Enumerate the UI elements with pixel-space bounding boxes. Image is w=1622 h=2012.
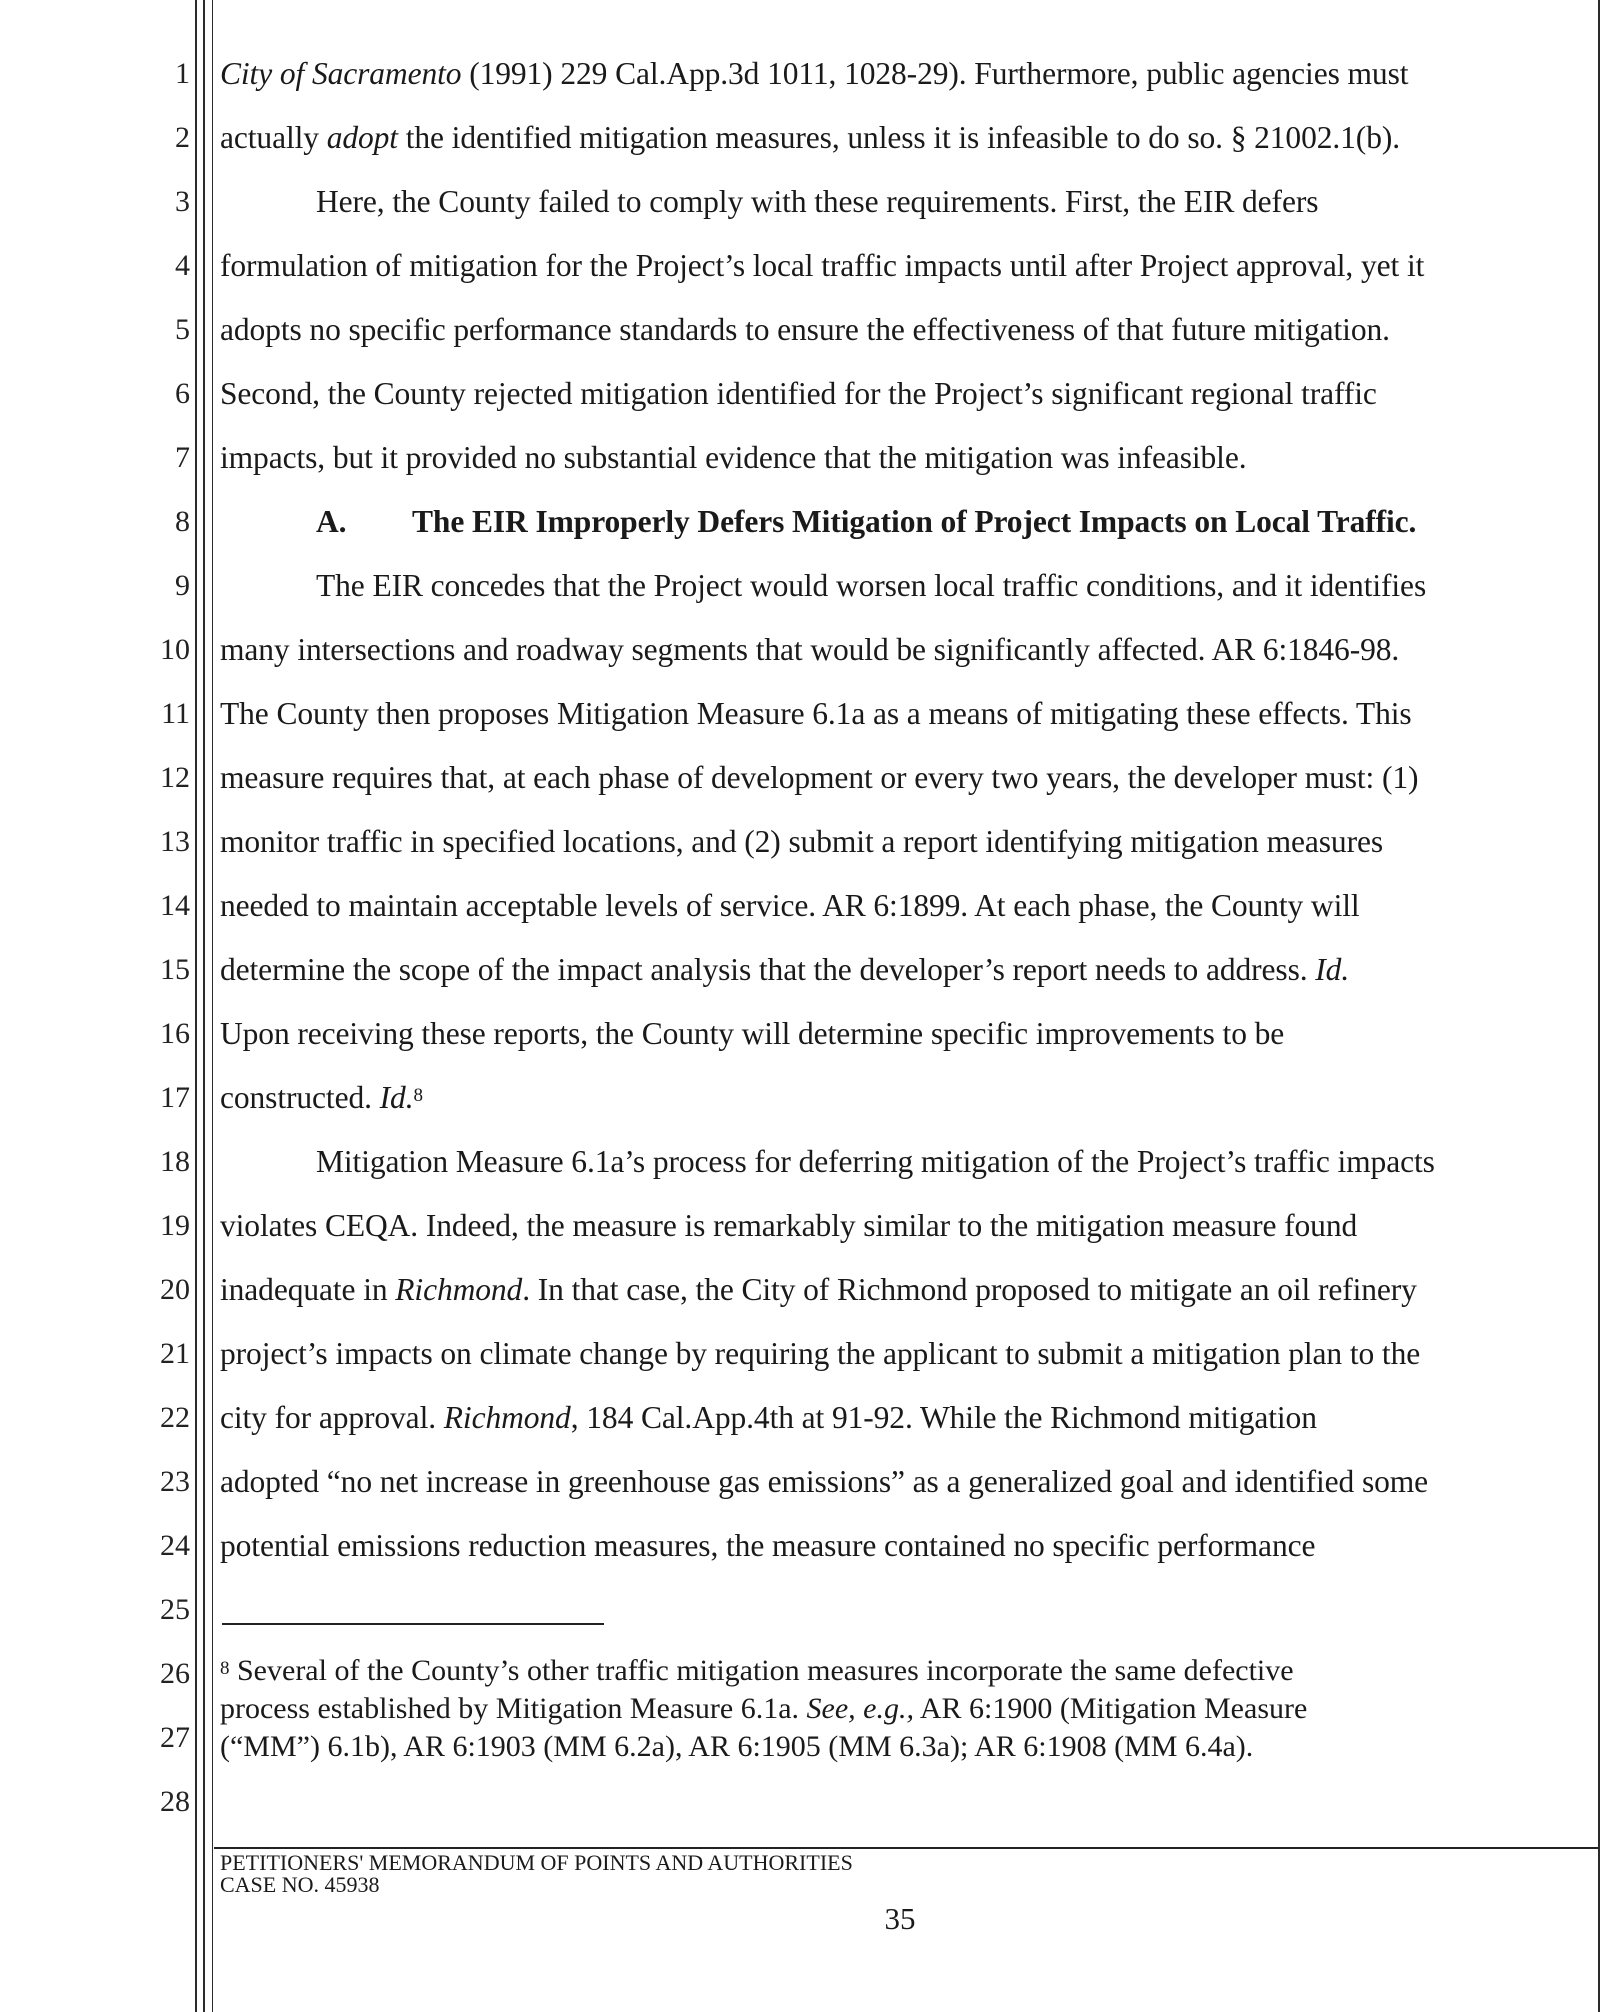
footer-title: PETITIONERS' MEMORANDUM OF POINTS AND AUTHORITIES [220,1850,853,1875]
line-number: 8 [175,505,190,538]
line-number: 25 [160,1593,190,1626]
line-number: 24 [160,1529,190,1562]
text-line: measure requires that, at each phase of development or every two years, the developer must: (1) [220,760,1419,795]
text-line: formulation of mitigation for the Project’s local traffic impacts until after Project approval, yet it [220,248,1425,283]
text-line: constructed. Id.$^8$ [220,1080,423,1115]
citation-id: Id. [379,1080,414,1115]
text-line: actually adopt the identified mitigation measures, unless it is infeasible to do so. § 21002.1(b). [220,120,1401,155]
text-line: The EIR concedes that the Project would worsen local traffic conditions, and it identifies [316,568,1427,603]
line-number: 20 [160,1273,190,1306]
text-line: determine the scope of the impact analysis that the developer’s report needs to address. Id. [220,952,1350,987]
line-number: 14 [160,889,190,922]
page-number: 35 [884,1901,916,1936]
line-number: 10 [160,633,190,666]
line-number: 13 [160,825,190,858]
signal-citation: See, e.g., [806,1692,914,1725]
text-line: violates CEQA. Indeed, the measure is remarkably similar to the mitigation measure found [220,1208,1358,1243]
section-title: The EIR Improperly Defers Mitigation of Project Impacts on Local Traffic. [412,504,1417,539]
text-line: potential emissions reduction measures, the measure contained no specific performance [220,1528,1316,1563]
text-line: Second, the County rejected mitigation identified for the Project’s significant regional traffic [220,376,1377,411]
line-number: 15 [160,953,190,986]
text-line: city for approval. Richmond, 184 Cal.App.4th at 91-92. While the Richmond mitigation [220,1400,1317,1435]
left-margin-rule [195,0,197,2012]
text-line: The County then proposes Mitigation Measure 6.1a as a means of mitigating these effects. This [220,696,1412,731]
text-line: needed to maintain acceptable levels of service. AR 6:1899. At each phase, the County will [220,888,1360,923]
footnote-line: process established by Mitigation Measure 6.1a. See, e.g., AR 6:1900 (Mitigation Measure [220,1692,1308,1725]
text-line: project’s impacts on climate change by requiring the applicant to submit a mitigation plan to the [220,1336,1421,1371]
line-number: 28 [160,1785,190,1818]
footnote-line: (“MM”) 6.1b), AR 6:1903 (MM 6.2a), AR 6:1905 (MM 6.3a); AR 6:1908 (MM 6.4a). [220,1730,1254,1763]
line-number: 21 [160,1337,190,1370]
citation-id: Id. [1315,952,1350,987]
text-line: Mitigation Measure 6.1a’s process for deferring mitigation of the Project’s traffic impacts [316,1144,1435,1179]
footnote-line: $^8$ Several of the County’s other traffic mitigation measures incorporate the same defective [220,1654,1294,1687]
footnote-number: 8 [220,1658,230,1679]
line-number: 16 [160,1017,190,1050]
line-number: 3 [175,185,190,218]
left-margin-rule-inner [203,0,205,2012]
line-number: 7 [175,441,190,474]
case-citation: Richmond [443,1400,571,1435]
line-number: 23 [160,1465,190,1498]
line-number: 12 [160,761,190,794]
line-number: 9 [175,569,190,602]
footnote-ref: 8 [413,1085,423,1106]
text-line: impacts, but it provided no substantial evidence that the mitigation was infeasible. [220,440,1247,475]
left-margin-rule-thin [212,0,213,2012]
section-heading [316,502,1622,542]
line-number: 17 [160,1081,190,1114]
text-line: many intersections and roadway segments that would be significantly affected. AR 6:1846-98. [220,632,1400,667]
emphasis: adopt [326,120,398,155]
right-margin-rule [1598,0,1600,2012]
line-number: 1 [175,57,190,90]
line-number: 26 [160,1657,190,1690]
line-number: 2 [175,121,190,154]
line-number: 5 [175,313,190,346]
footer-divider [214,1847,1598,1849]
text-line: adopts no specific performance standards to ensure the effectiveness of that future mitigation. [220,312,1390,347]
case-citation: City of Sacramento [220,56,462,91]
line-number: 22 [160,1401,190,1434]
section-label: A. [316,504,347,539]
text-line: adopted “no net increase in greenhouse gas emissions” as a generalized goal and identified some [220,1464,1429,1499]
text-line: monitor traffic in specified locations, and (2) submit a report identifying mitigation measures [220,824,1383,859]
line-number: 4 [175,249,190,282]
text-line: City of Sacramento (1991) 229 Cal.App.3d 1011, 1028-29). Furthermore, public agencies must [220,56,1409,91]
line-number: 11 [161,697,190,730]
text-line: Upon receiving these reports, the County will determine specific improvements to be [220,1016,1285,1051]
line-number: 27 [160,1721,190,1754]
line-number: 18 [160,1145,190,1178]
line-number: 19 [160,1209,190,1242]
text-line: Here, the County failed to comply with these requirements. First, the EIR defers [316,184,1319,219]
case-citation: Richmond [395,1272,523,1307]
footer-case-number: CASE NO. 45938 [220,1872,380,1897]
text-line: inadequate in Richmond. In that case, the City of Richmond proposed to mitigate an oil refinery [220,1272,1417,1307]
line-number: 6 [175,377,190,410]
footnote-divider [222,1623,604,1625]
